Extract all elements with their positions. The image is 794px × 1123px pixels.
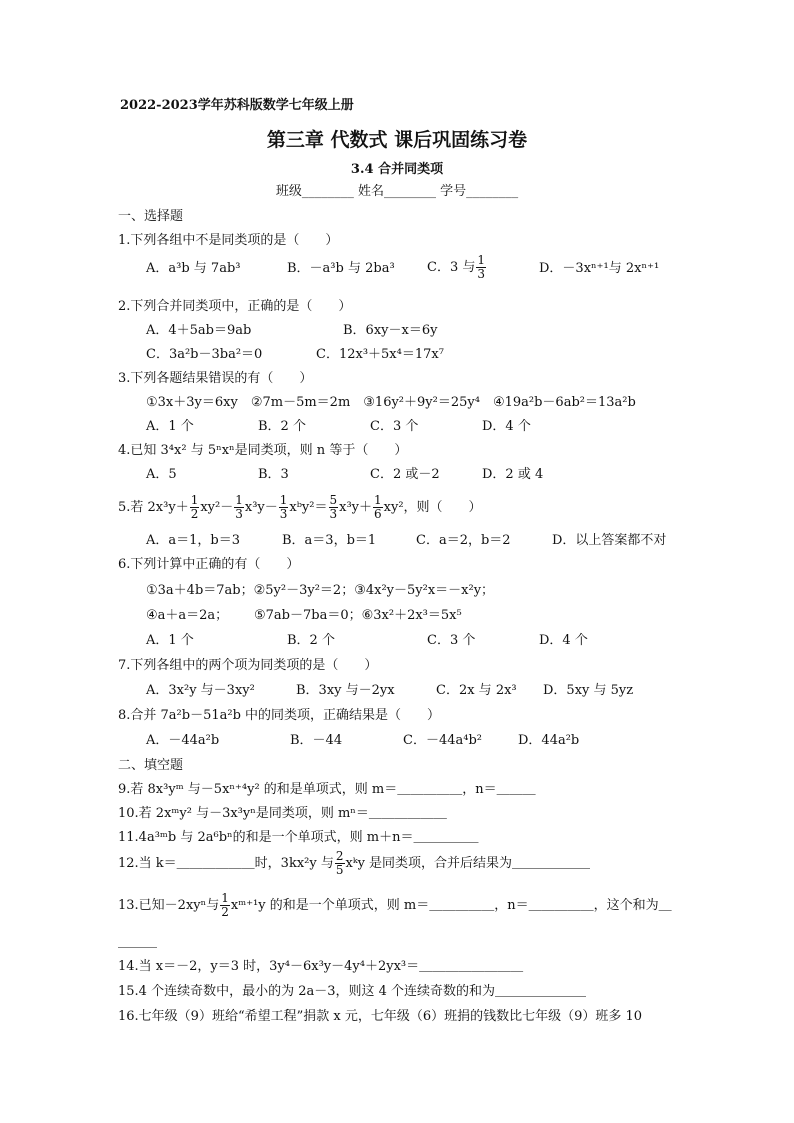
option-b: B．2 个 (258, 419, 306, 434)
section-choice-title: 一、选择题 (118, 209, 184, 224)
denominator: 2 (221, 905, 229, 919)
question-6-items-row1: ①3a＋4b＝7ab；②5y²－3y²＝2；③4x²y－5y²x＝－x²y； (146, 583, 495, 598)
option-d: D．以上答案都不对 (552, 533, 667, 548)
option-a: A．3x²y 与－3xy² (146, 683, 255, 698)
option-a: A．4＋5ab＝9ab (146, 323, 252, 338)
option-a: A．－44a²b (146, 733, 220, 748)
question-11: 11.4a³ᵐb 与 2a⁶bⁿ的和是一个单项式，则 m＋n＝＿＿＿＿＿ (118, 830, 479, 845)
fraction (234, 494, 244, 521)
fraction (220, 892, 230, 919)
item-4: ④a＋a＝2a； (146, 608, 229, 623)
denominator: 6 (374, 507, 382, 521)
option-b: B．－a³b 与 2ba³ (287, 261, 395, 276)
option-d: D．4 个 (482, 419, 531, 434)
option-a: A．5 (146, 467, 177, 482)
fraction (190, 494, 200, 521)
denominator: 5 (335, 863, 344, 877)
option-d: D．5xy 与 5yz (543, 683, 634, 698)
question-1-stem: 1.下列各组中不是同类项的是（ ） (118, 233, 339, 248)
option-c-prefix: C．3 与 (427, 260, 476, 275)
question-3-items: ①3x＋3y＝6xy ②7m－5m＝2m ③16y²＋9y²＝25y⁴ ④19a²b－6ab²＝13a²b (146, 395, 636, 410)
option-b: B．3 (258, 467, 289, 482)
text-part: xᵐ⁺¹y 的和是一个单项式，则 m＝＿＿＿＿＿，n＝＿＿＿＿＿，这个和为＿ (230, 898, 672, 913)
text-part: x³y－ (244, 500, 278, 515)
question-13 (118, 888, 672, 924)
denominator: 3 (235, 507, 243, 521)
numerator: 1 (190, 493, 199, 507)
question-7-stem: 7.下列各组中的两个项为同类项的是（ ） (118, 658, 378, 673)
numerator: 1 (477, 253, 485, 267)
question-3-stem: 3.下列各题结果错误的有（ ） (118, 371, 313, 386)
fraction (329, 494, 339, 521)
option-b: B．a＝3，b＝1 (282, 533, 377, 548)
question-2-stem: 2.下列合并同类项中，正确的是（ ） (118, 299, 352, 314)
option-b: B．6xy－x＝6y (343, 323, 438, 338)
option-d: D．4 个 (539, 633, 588, 648)
option-d: D．－3xⁿ⁺¹与 2xⁿ⁺¹ (539, 261, 660, 276)
question-4-stem: 4.已知 3⁴x² 与 5ⁿxⁿ是同类项，则 n 等于（ ） (118, 443, 408, 458)
option-b: B．3xy 与－2yx (296, 683, 395, 698)
text-part: xᵏy 是同类项，合并后结果为＿＿＿＿＿＿ (345, 856, 591, 871)
denominator: 3 (477, 267, 485, 281)
item-5-6: ⑤7ab－7ba＝0；⑥3x²＋2x³＝5x⁵ (254, 608, 462, 623)
numerator: 1 (279, 493, 288, 507)
numerator: 1 (235, 493, 243, 507)
page-title: 第三章 代数式 课后巩固练习卷 (266, 129, 528, 151)
option-c: C．－44a⁴b² (403, 733, 482, 748)
question-8-stem: 8.合并 7a²b－51a²b 中的同类项，正确结果是（ ） (118, 708, 441, 723)
option-a: A．a＝1，b＝3 (146, 533, 241, 548)
fraction (279, 494, 289, 521)
course-header: 2022-2023学年苏科版数学七年级上册 (120, 98, 354, 113)
text-part: 13.已知－2xyⁿ与 (118, 898, 220, 913)
question-14: 14.当 x＝－2，y＝3 时，3y⁴－6x³y－4y⁴＋2yx³＝＿＿＿＿＿＿＿＿ (118, 959, 524, 974)
option-c: C．2 或－2 (370, 467, 440, 482)
option-c: C．3a²b－3ba²＝0 (146, 347, 263, 362)
question-12 (118, 846, 590, 882)
fraction (335, 850, 345, 877)
student-info-line: 班级________ 姓名________ 学号________ (275, 184, 519, 199)
question-6-stem: 6.下列计算中正确的有（ ） (118, 557, 300, 572)
fraction (373, 494, 383, 521)
numerator: 1 (221, 891, 229, 905)
denominator: 2 (190, 507, 199, 521)
option-c (427, 254, 487, 281)
text-part: 12.当 k＝＿＿＿＿＿＿时，3kx²y 与 (118, 856, 334, 871)
numerator: 1 (374, 493, 382, 507)
text-part: xᵇy²＝ (289, 500, 328, 515)
option-d: D．44a²b (518, 733, 580, 748)
question-5-stem (118, 490, 482, 526)
question-15: 15.4 个连续奇数中，最小的为 2a－3，则这 4 个连续奇数的和为＿＿＿＿＿＿＿ (118, 984, 587, 999)
section-subtitle: 3.4 合并同类项 (350, 162, 444, 177)
section-fill-title: 二、填空题 (118, 758, 184, 773)
option-b: B．－44 (290, 733, 343, 748)
option-c: C．2x 与 2x³ (436, 683, 517, 698)
option-c: C．a＝2，b＝2 (416, 533, 511, 548)
option-d: C．12x³＋5x⁴＝17x⁷ (316, 347, 444, 362)
question-16: 16.七年级（9）班给“希望工程”捐款 x 元，七年级（6）班捐的钱数比七年级（9）班多 10 (118, 1009, 643, 1024)
option-c: C．3 个 (427, 633, 476, 648)
denominator: 3 (279, 507, 288, 521)
option-a: A．1 个 (146, 633, 194, 648)
option-c: C．3 个 (370, 419, 419, 434)
question-10: 10.若 2xᵐy² 与－3x³yⁿ是同类项，则 mⁿ＝＿＿＿＿＿＿ (118, 806, 447, 821)
question-9: 9.若 8x³yᵐ 与－5xⁿ⁺⁴y² 的和是单项式，则 m＝＿＿＿＿＿，n＝＿＿＿ (118, 782, 536, 797)
text-part: xy²，则（ ） (383, 500, 482, 515)
fraction (476, 254, 486, 281)
option-d: D．2 或 4 (482, 467, 544, 482)
numerator: 2 (335, 849, 344, 863)
text-part: xy²－ (200, 500, 234, 515)
option-b: B．2 个 (287, 633, 335, 648)
option-a: A．a³b 与 7ab³ (146, 261, 241, 276)
text-part: x³y＋ (339, 500, 373, 515)
option-a: A．1 个 (146, 419, 194, 434)
question-13-continued: ＿＿＿ (118, 935, 158, 950)
denominator: 3 (329, 507, 338, 521)
text-part: 5.若 2x³y＋ (118, 500, 189, 515)
numerator: 5 (329, 493, 338, 507)
